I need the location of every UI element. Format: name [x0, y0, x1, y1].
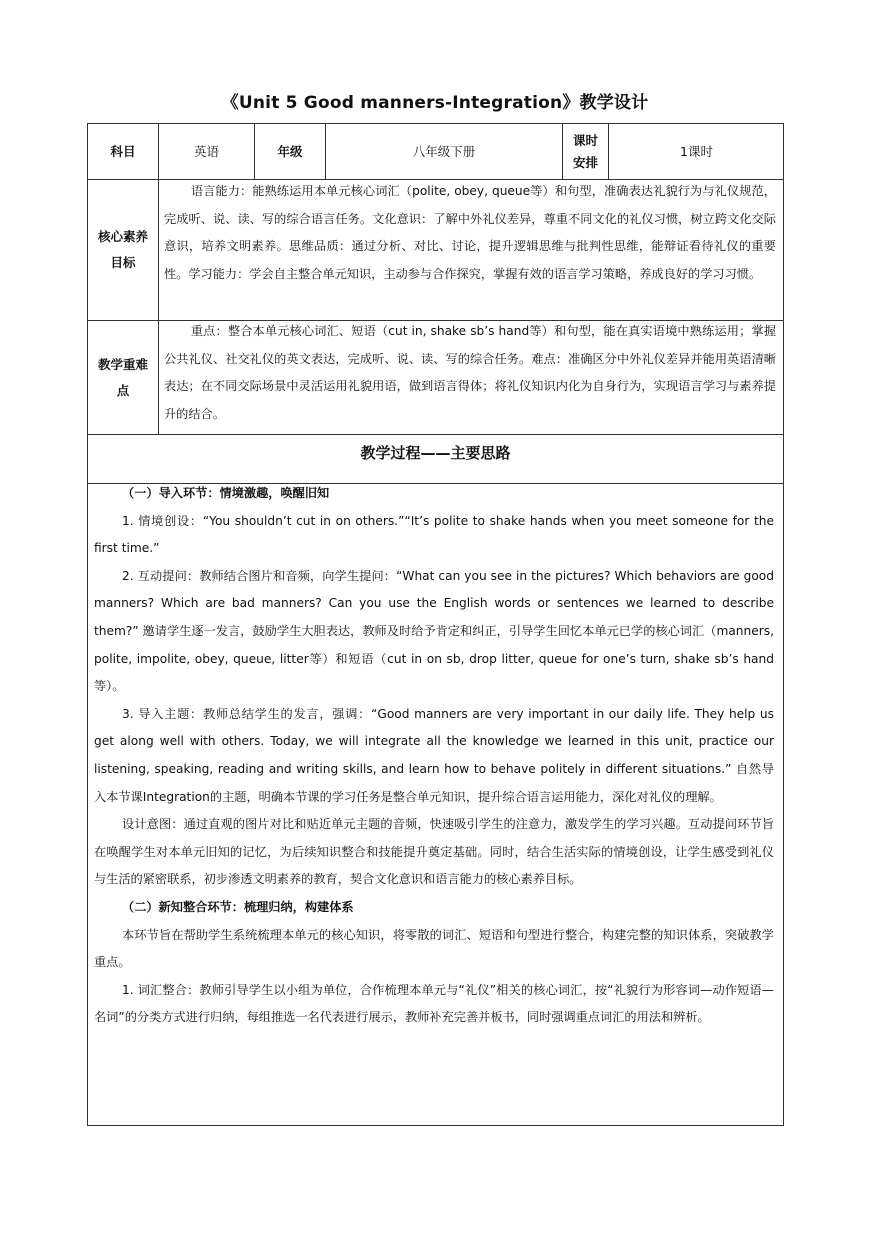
core-goals-text: 语言能力：能熟练运用本单元核心词汇（polite, obey, queue等）和句型，准确表达礼貌行为与礼仪规范，完成听、说、读、写的综合语言任务。文化意识：了解中外礼仪差异，尊重不同文化的礼仪习惯，树立跨文化交际意识，培养文明素养。思维品质：通过分析、对比、讨论，提升逻辑思维与批判性思维，能辩证看待礼仪的重要性。学习能力：学会自主整合单元知识，主动参与合作探究，掌握有效的语言学习策略，养成良好的学习习惯。	[164, 184, 776, 282]
key-points-label	[88, 321, 158, 434]
core-goals-label	[88, 180, 158, 320]
section1-title: （一）导入环节：情境激趣，唤醒旧知	[122, 486, 330, 500]
document-title: 《Unit 5 Good manners-Integration》教学设计	[221, 93, 649, 113]
process-heading: 教学过程——主要思路	[360, 444, 511, 462]
subject-value: 英语	[193, 143, 219, 159]
schedule-label	[563, 124, 608, 179]
section1-paragraph: 3. 导入主题：教师总结学生的发言，强调：“Good manners are very important in our daily life. They help us get along well with others. Today, we will integrate all the knowledge we learned in this unit, practice our listening, speaking, reading and writing skills, and learn how to behave politely in different situations.” 自然导入本节课Integration的主题，明确本节课的学习任务是整合单元知识，提升综合语言运用能力，深化对礼仪的理解。	[94, 706, 774, 804]
key-points-label-line1: 教学重难	[97, 356, 148, 372]
key-points-label-line2: 点	[116, 382, 130, 398]
schedule-label-line2: 安排	[572, 154, 598, 170]
process-body	[94, 480, 774, 1032]
core-goals-label-line2: 目标	[110, 255, 136, 270]
section2-paragraph: 1. 词汇整合：教师引导学生以小组为单位，合作梳理本单元与“礼仪”相关的核心词汇，按“礼貌行为形容词—动作短语—名词”的分类方式进行归纳，每组推选一名代表进行展示，教师补充完善并板书，同时强调重点词汇的用法和辨析。	[94, 982, 774, 1025]
section1-paragraph: 1. 情境创设：“You shouldn’t cut in on others.”“It’s polite to shake hands when you meet someone for the first time.”	[94, 513, 774, 556]
row-divider	[88, 434, 783, 435]
section2-title: （二）新知整合环节：梳理归纳，构建体系	[122, 899, 354, 914]
grade-value: 八年级下册	[412, 143, 476, 159]
key-points-text: 重点：整合本单元核心词汇、短语（cut in, shake sb’s hand等）和句型，能在真实语境中熟练运用；掌握公共礼仪、社交礼仪的英文表达，完成听、说、读、写的综合任务。难点：准确区分中外礼仪差异并能用英语清晰表达；在不同交际场景中灵活运用礼貌用语，做到语言得体；将礼仪知识内化为自身行为，实现语言学习与素养提升的结合。	[164, 324, 776, 422]
schedule-value: 1课时	[680, 143, 713, 159]
core-goals-label-line1: 核心素养	[97, 229, 148, 244]
subject-label: 科目	[110, 143, 136, 159]
grade-label: 年级	[277, 143, 303, 159]
lesson-plan-table	[87, 123, 784, 1126]
schedule-label-line1: 课时	[572, 132, 598, 148]
section2-paragraph: 本环节旨在帮助学生系统梳理本单元的核心知识，将零散的词汇、短语和句型进行整合，构建完整的知识体系，突破教学重点。	[94, 927, 774, 970]
design-intent-paragraph: 设计意图：通过直观的图片对比和贴近单元主题的音频，快速吸引学生的注意力，激发学生的学习兴趣。互动提问环节旨在唤醒学生对本单元旧知的记忆，为后续知识整合和技能提升奠定基础。同时，结合生活实际的情境创设，让学生感受到礼仪与生活的紧密联系，初步渗透文明素养的教育，契合文化意识和语言能力的核心素养目标。	[94, 817, 774, 887]
section1-paragraph: 2. 互动提问：教师结合图片和音频，向学生提问：“What can you see in the pictures? Which behaviors are good manners? Which are bad manners? Can you use the English words or sentences we learned to describe them?” 邀请学生逐一发言，鼓励学生大胆表达，教师及时给予肯定和纠正，引导学生回忆本单元已学的核心词汇（manners, polite, impolite, obey, queue, litter等）和短语（cut in on sb, drop litter, queue for one’s turn, shake sb’s hand等）。	[94, 568, 774, 694]
